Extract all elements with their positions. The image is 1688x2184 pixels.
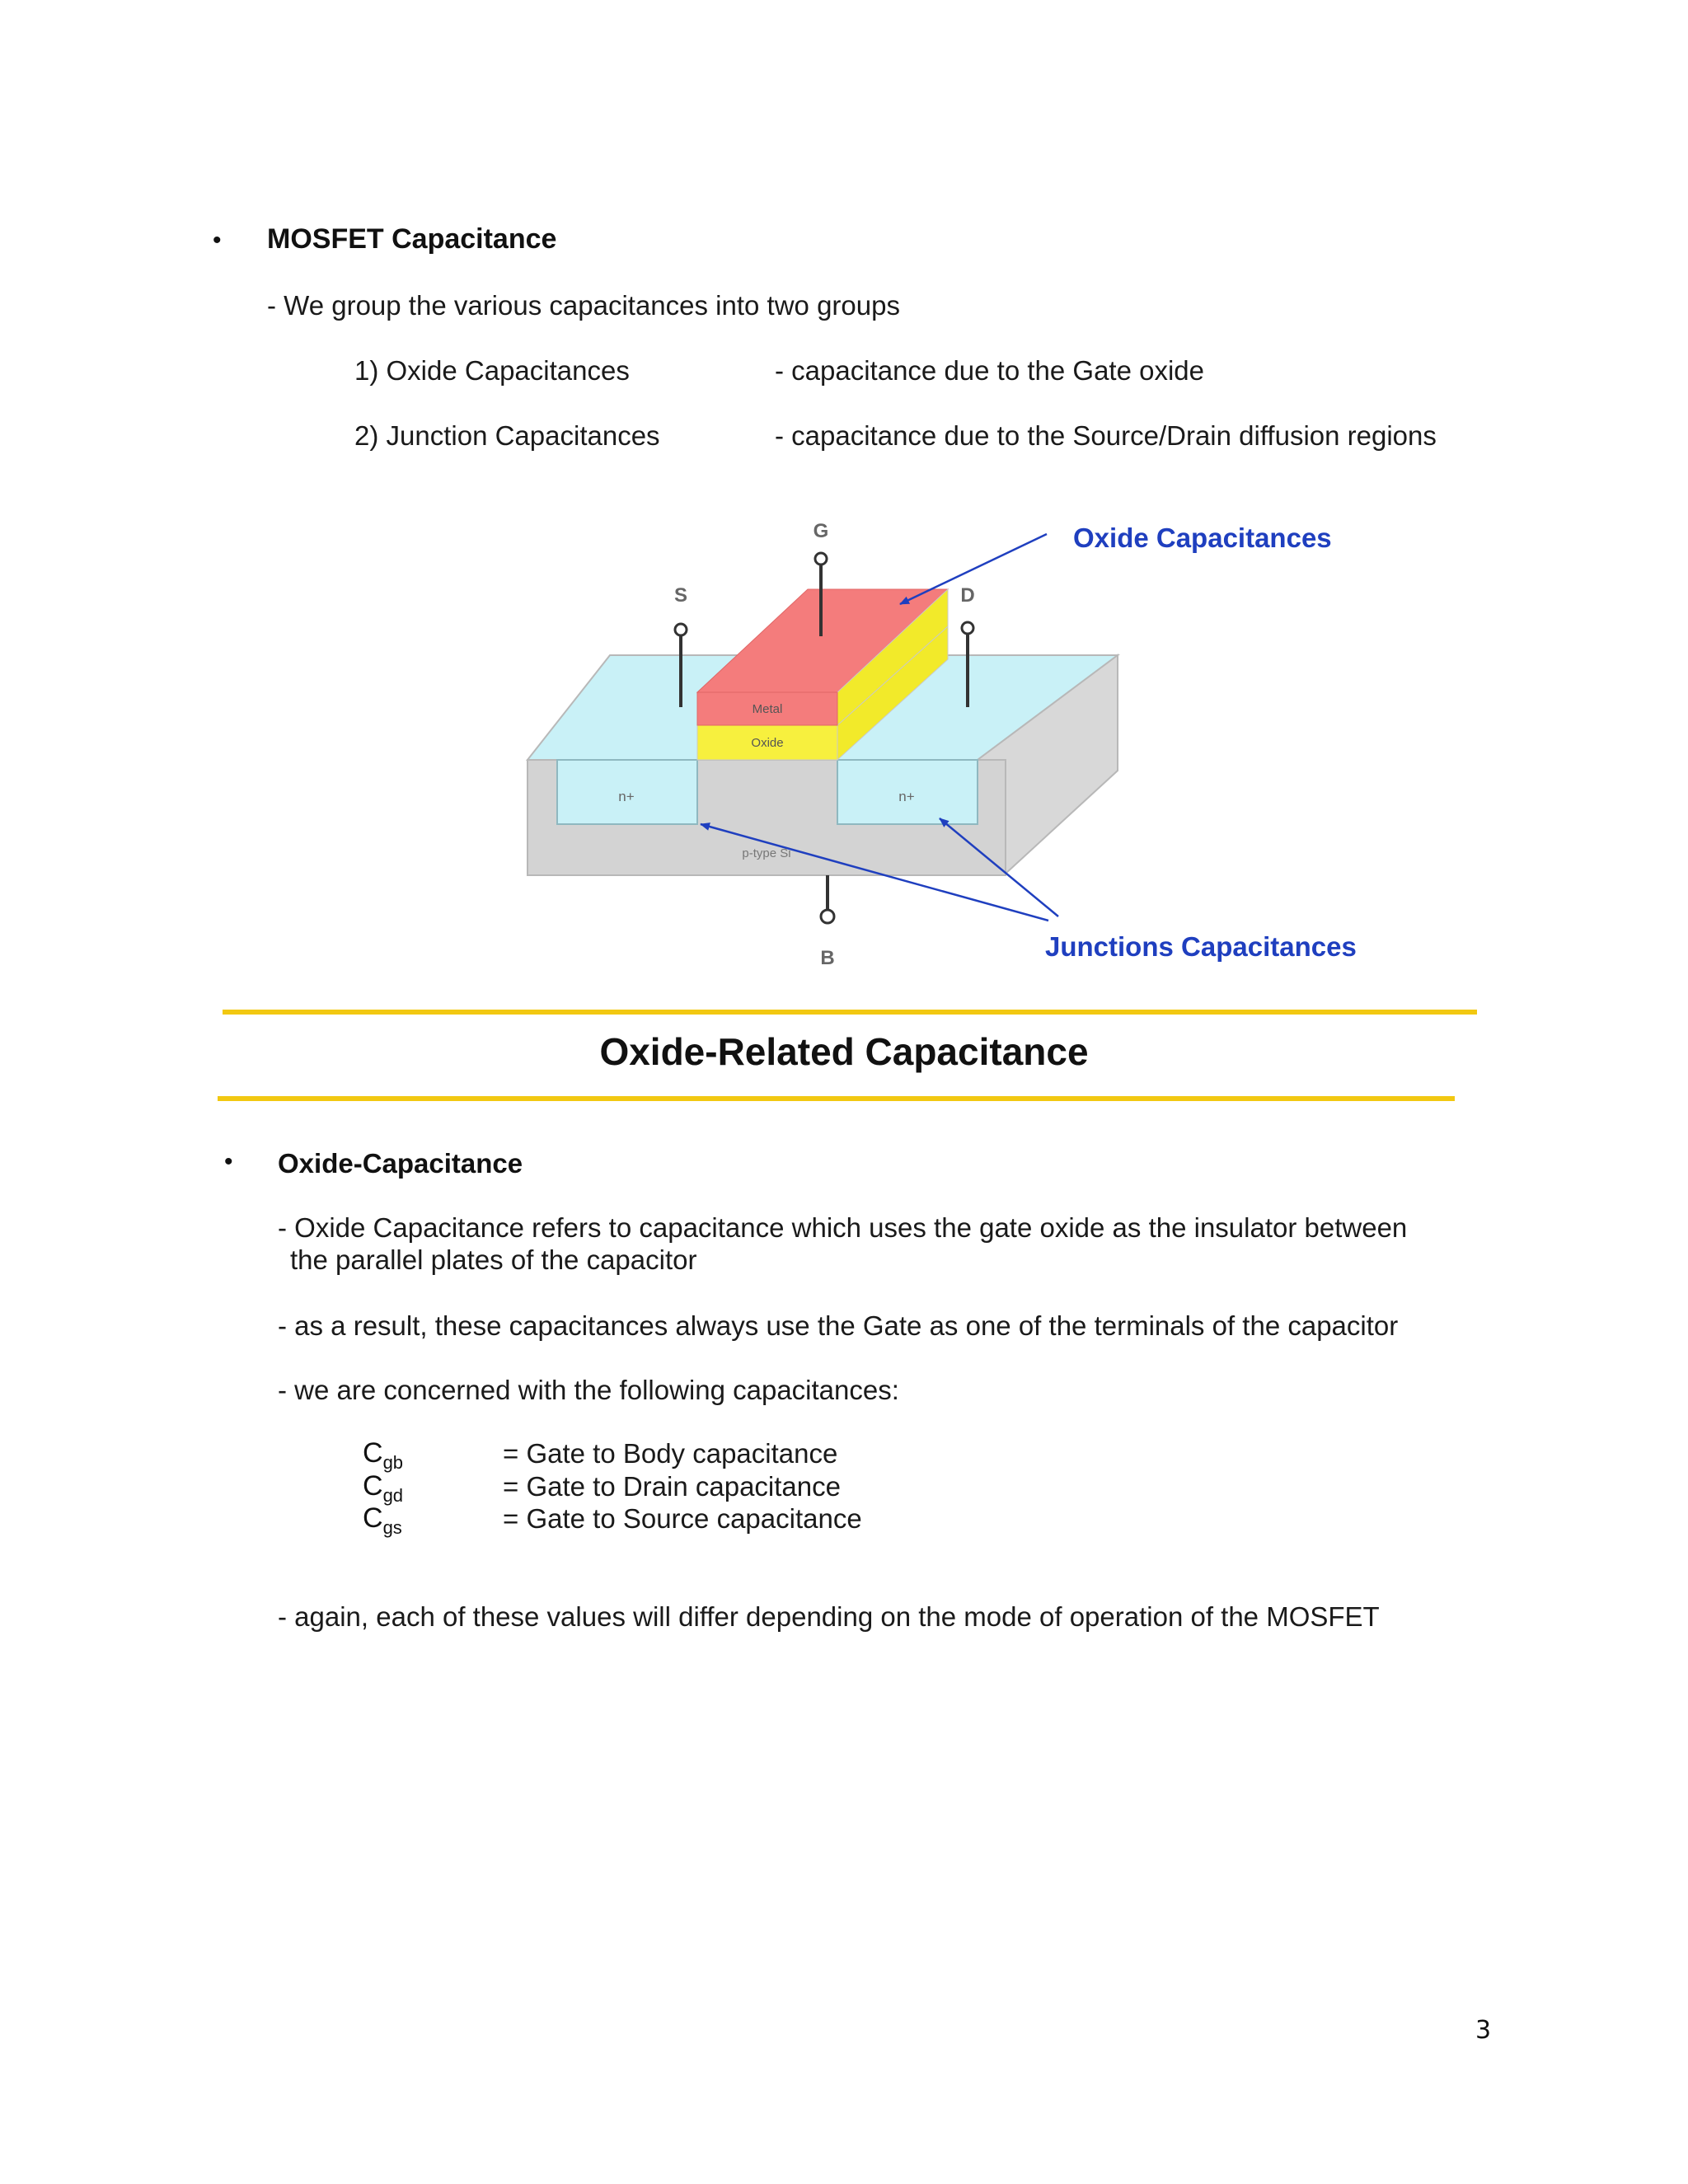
paragraph: - we are concerned with the following capacitances:: [278, 1375, 899, 1405]
group-description: - capacitance due to the Source/Drain diffusion regions: [775, 420, 1437, 451]
section-title: Oxide-Related Capacitance: [599, 1030, 1089, 1073]
page-number: 3: [1475, 2016, 1492, 2045]
junction-callout-label: Junctions Capacitances: [1045, 931, 1357, 962]
group-name: 2) Junction Capacitances: [354, 420, 660, 451]
bullet: •: [213, 227, 222, 254]
n-plus-left-label: n+: [618, 789, 635, 804]
substrate-label: p-type Si: [742, 846, 791, 860]
metal-label: Metal: [752, 702, 783, 716]
divider-bottom: [218, 1096, 1455, 1101]
intro-text: - We group the various capacitances into two groups: [267, 290, 900, 321]
gate-label: G: [813, 520, 829, 542]
bullet: •: [224, 1148, 233, 1175]
capacitance-description: = Gate to Source capacitance: [503, 1503, 862, 1534]
drain-label: D: [960, 584, 975, 607]
capacitance-symbol: $C_{gd}$: [363, 1470, 404, 1506]
drain-terminal: [962, 622, 973, 634]
source-terminal: [675, 624, 687, 635]
paragraph: the parallel plates of the capacitor: [290, 1244, 697, 1275]
capacitance-description: = Gate to Drain capacitance: [503, 1471, 841, 1502]
capacitance-symbol: $C_{gb}$: [363, 1437, 404, 1473]
body-terminal: [821, 910, 834, 923]
oxide-label: Oxide: [751, 736, 784, 750]
capacitance-description: = Gate to Body capacitance: [503, 1438, 838, 1469]
paragraph: - as a result, these capacitances always use the Gate as one of the terminals of the capacitor: [278, 1310, 1399, 1341]
n-plus-right-label: n+: [898, 789, 915, 804]
paragraph: - again, each of these values will differ depending on the mode of operation of the MOSFET: [278, 1601, 1380, 1632]
body-label: B: [820, 947, 835, 969]
section-heading: MOSFET Capacitance: [267, 223, 557, 255]
gate-terminal: [815, 553, 827, 565]
group-name: 1) Oxide Capacitances: [354, 355, 630, 386]
group-description: - capacitance due to the Gate oxide: [775, 355, 1205, 386]
oxide-callout-label: Oxide Capacitances: [1073, 523, 1332, 553]
divider-top: [223, 1010, 1477, 1015]
source-label: S: [673, 584, 688, 607]
capacitance-symbol: $C_{gs}$: [363, 1502, 402, 1538]
subsection-heading: Oxide-Capacitance: [278, 1148, 523, 1179]
paragraph: - Oxide Capacitance refers to capacitance which uses the gate oxide as the insulator between: [278, 1212, 1408, 1243]
